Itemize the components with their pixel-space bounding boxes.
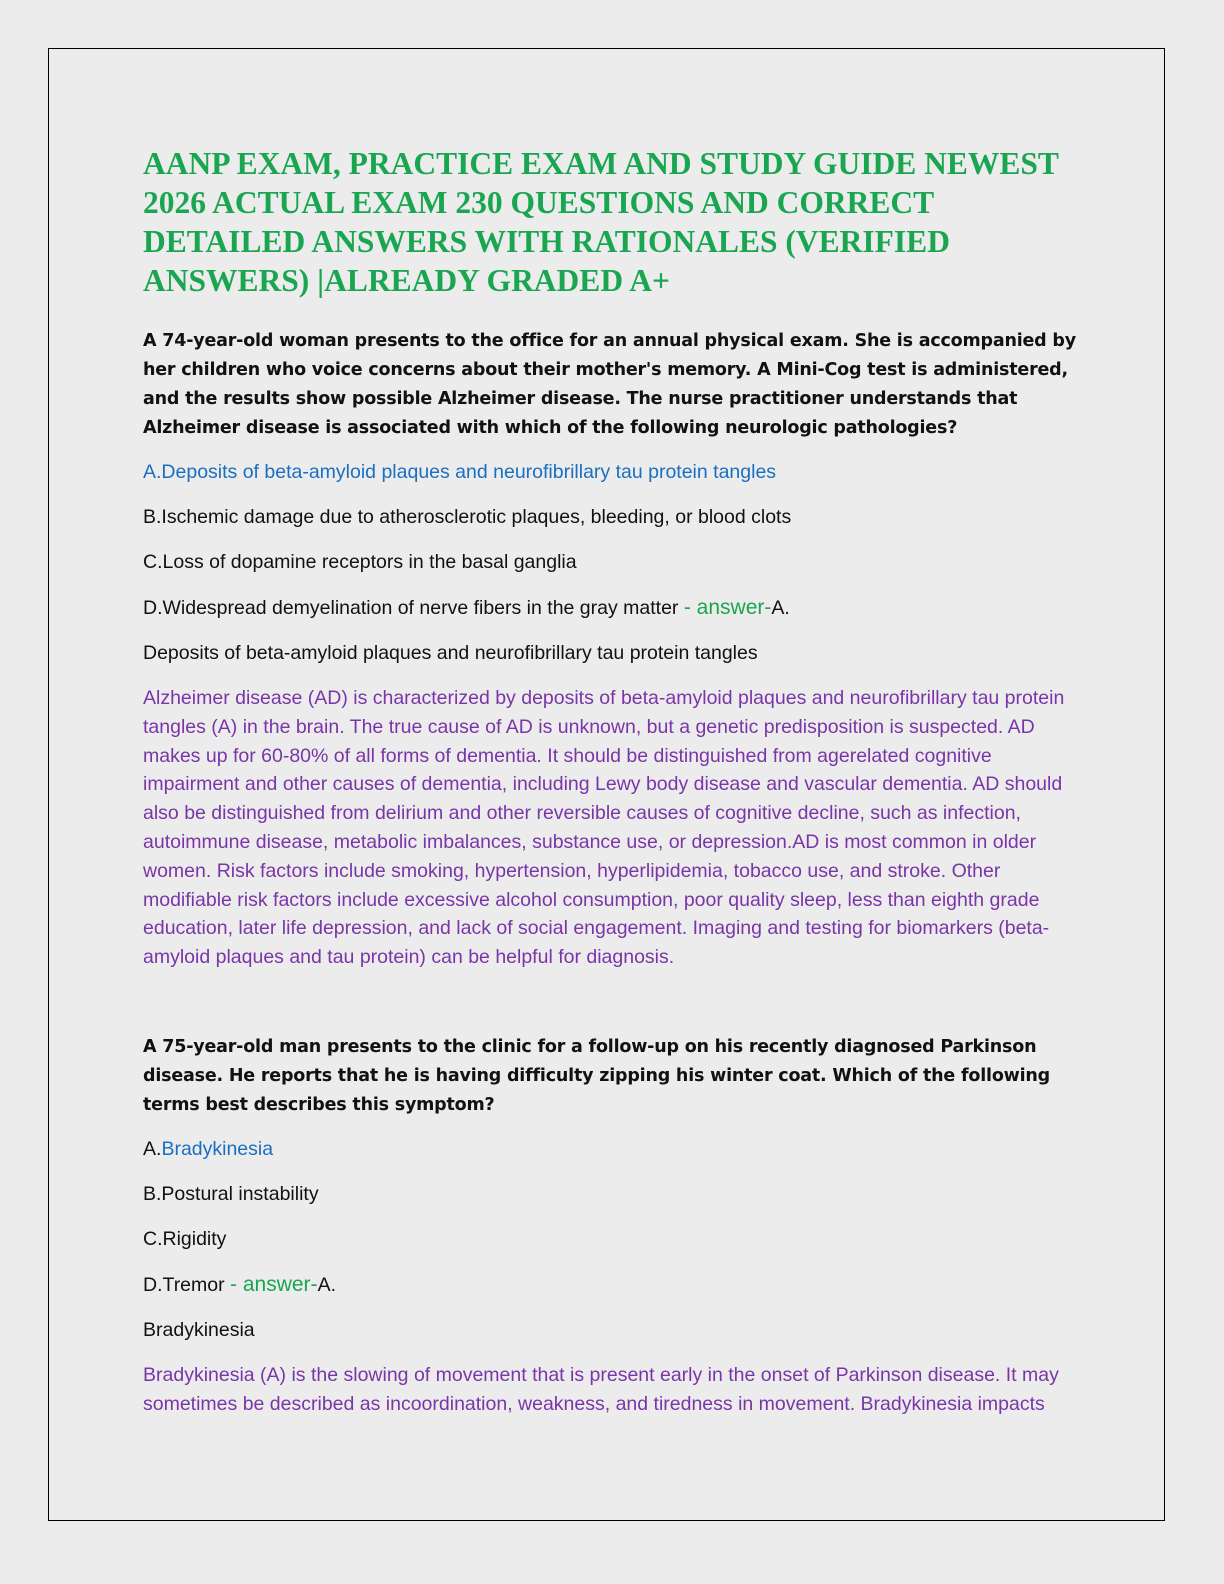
question-2-answer-text: Bradykinesia — [143, 1318, 255, 1341]
question-2-text: A 75-year-old man presents to the clinic for a follow-up on his recently diagnosed Parkinson disease. He reports that he is having difficulty zipping his winter coat. Which of the following terms best describes this symptom? — [143, 1036, 1051, 1115]
question-1-rationale: Alzheimer disease (AD) is characterized by deposits of beta-amyloid plaques and neurofibrillary tau protein tangles (A) in the brain. The true cause of AD is unknown, but a genetic predisposition is suspected. AD makes up for 60-80% of all forms of dementia. It should be distinguished from agerelated cognitive impairment and other causes of dementia, including Lewy body disease and vascular dementia. AD should also be distinguished from delirium and other reversible causes of cognitive decline, such as infection, autoimmune disease, metabolic imbalances, substance use, or depression.AD is most common in older women. Risk factors include smoking, hypertension, hyperlipidemia, tobacco use, and stroke. Other modifiable risk factors include excessive alcohol consumption, poor quality sleep, less than eighth grade education, later life depression, and lack of social engagement. Imaging and testing for biomarkers (beta-amyloid plaques and tau protein) can be helpful for diagnosis. — [143, 687, 1065, 969]
question-1-option-b: B.Ischemic damage due to atherosclerotic plaques, bleeding, or blood clots — [143, 506, 792, 528]
question-2-option-b: B.Postural instability — [143, 1182, 319, 1205]
answer-letter: A. — [771, 597, 790, 619]
answer-tag: - answer- — [683, 596, 772, 619]
question-2-rationale: Bradykinesia (A) is the slowing of movement that is present early in the onset of Parkinson disease. It may sometimes be described as incoordination, weakness, and tiredness in movement. Bradykinesia impacts — [143, 1363, 1059, 1415]
question-2-option-d — [143, 1270, 1083, 1300]
question-1-text: A 74-year-old woman presents to the office for an annual physical exam. She is accompanied by her children who voice concerns about their mother's memory. A Mini-Cog test is administered, and the results show possible Alzheimer disease. The nurse practitioner understands that Alzheimer disease is associated with which of the following neurologic pathologies? — [143, 331, 1076, 438]
question-2-option-a — [143, 1135, 1083, 1164]
question-1 — [143, 327, 1083, 972]
question-1-option-c: C.Loss of dopamine receptors in the basal ganglia — [143, 551, 577, 573]
question-1-answer-text: Deposits of beta-amyloid plaques and neurofibrillary tau protein tangles — [143, 642, 758, 664]
document-content — [143, 144, 1083, 1419]
question-1-option-a: A.Deposits of beta-amyloid plaques and neurofibrillary tau protein tangles — [143, 461, 777, 483]
answer-letter: A. — [317, 1273, 336, 1296]
question-2-option-a-text: Bradykinesia — [161, 1137, 274, 1160]
answer-tag: - answer- — [230, 1272, 318, 1296]
question-1-option-d — [143, 593, 1083, 623]
question-2-option-c: C.Rigidity — [143, 1227, 227, 1250]
question-2-option-a-prefix: A. — [143, 1137, 162, 1160]
document-title: AANP EXAM, PRACTICE EXAM AND STUDY GUIDE NEWEST 2026 ACTUAL EXAM 230 QUESTIONS AND CORRECT DETAILED ANSWERS WITH RATIONALES (VERIFIED ANSWERS) |ALREADY GRADED A+ — [143, 146, 1059, 298]
question-2-option-d-text: D.Tremor — [143, 1273, 225, 1296]
question-2 — [143, 1033, 1083, 1419]
spacer — [143, 972, 1083, 1033]
question-1-option-d-text: D.Widespread demyelination of nerve fibers in the gray matter — [143, 597, 679, 619]
